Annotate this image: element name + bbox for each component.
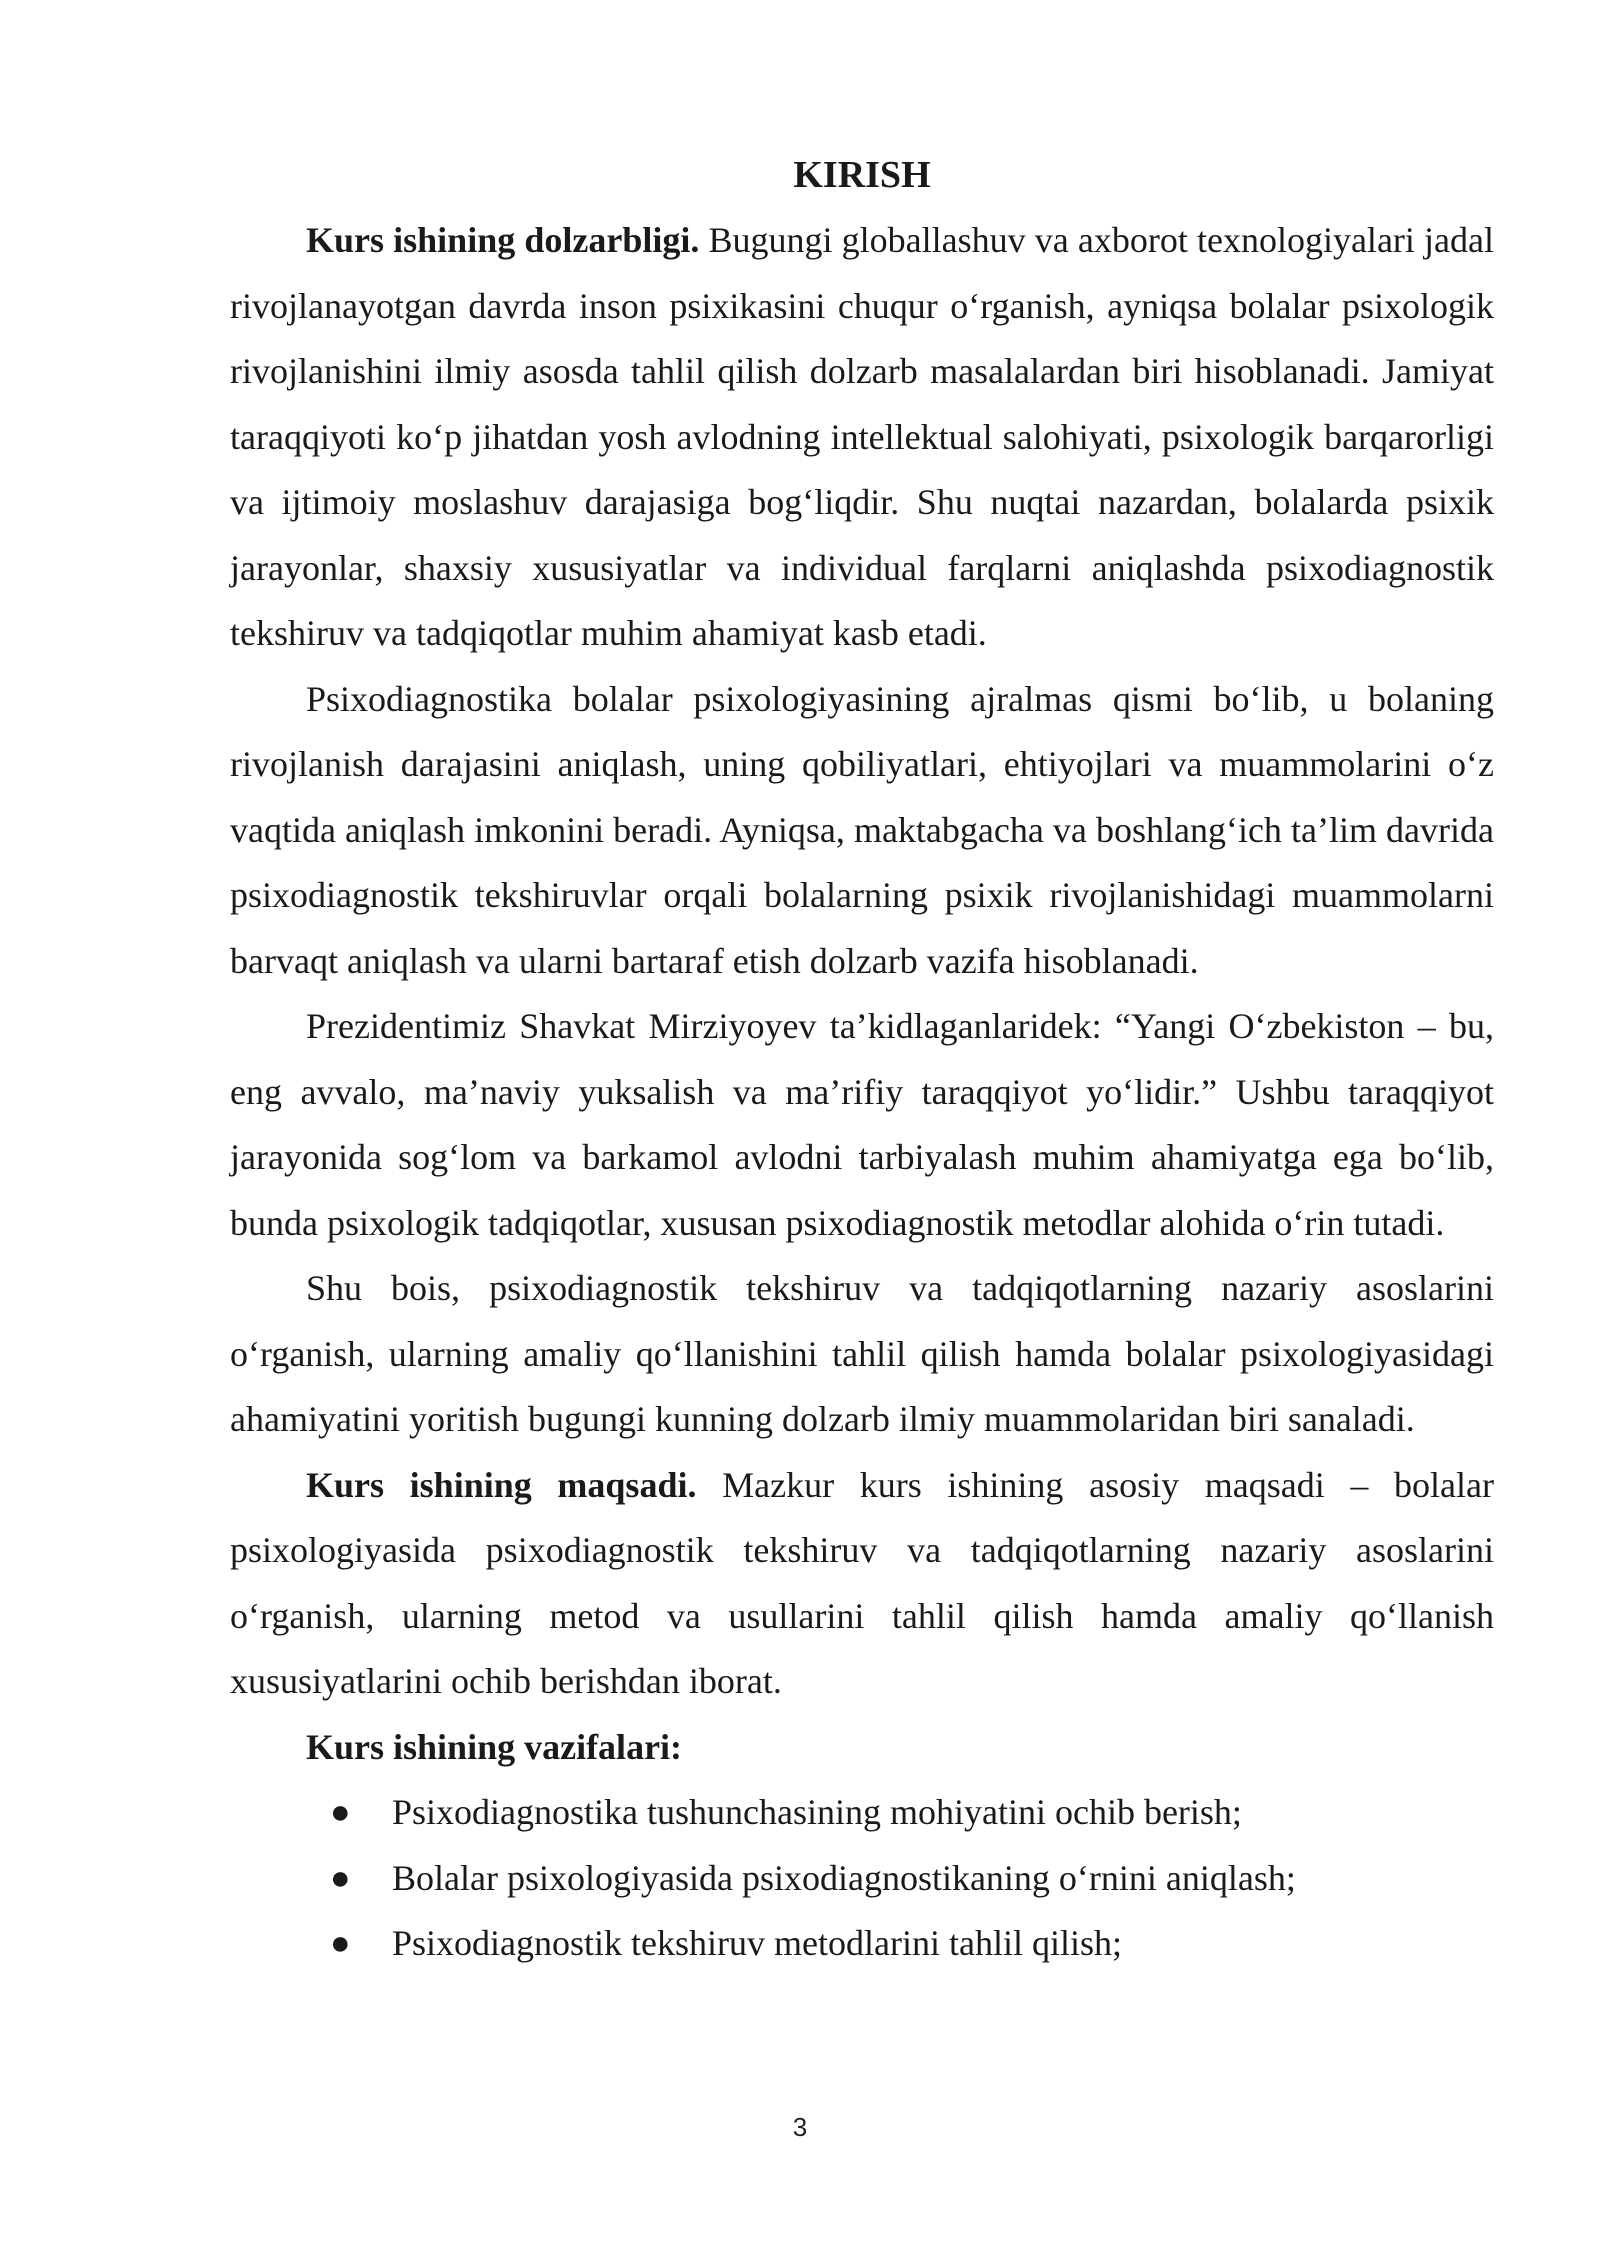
bullet-icon: ●	[330, 1859, 351, 1897]
document-page	[230, 150, 1494, 1977]
paragraph-text: Mazkur kurs ishining asosiy maqsadi – bolalar psixologiyasida psixodiagnostik tekshiruv va tadqiqotlarning nazariy asoslarini o‘rganish, ularning metod va usullarini tahlil qilish hamda amaliy qo‘llanish xususiyatlarini ochib berishdan iborat.	[230, 1464, 1494, 1701]
page-number: 3	[792, 2112, 808, 2142]
paragraph-president-quote	[230, 994, 1494, 1256]
paragraph-text: Prezidentimiz Shavkat Mirziyoyev ta’kidlaganlaridek: “Yangi O‘zbekiston – bu, eng avvalo, ma’naviy yuksalish va ma’rifiy taraqqiyot yo‘lidir.” Ushbu taraqqiyot jarayonida sog‘lom va barkamol avlodni tarbiyalash muhim ahamiyatga ega bo‘lib, bunda psixologik tadqiqotlar, xususan psixodiagnostik metodlar alohida o‘rin tutadi.	[230, 1006, 1494, 1243]
paragraph-text: Bugungi globallashuv va axborot texnologiyalari jadal rivojlanayotgan davrda inson psixikasini chuqur o‘rganish, ayniqsa bolalar psixologik rivojlanishini ilmiy asosda tahlil qilish dolzarb masalalardan biri hisoblanadi. Jamiyat taraqqiyoti ko‘p jihatdan yosh avlodning intellektual salohiyati, psixologik barqarorligi va ijtimoiy moslashuv darajasiga bog‘liqdir. Shu nuqtai nazardan, bolalarda psixik jarayonlar, shaxsiy xususiyatlar va individual farqlarni aniqlashda psixodiagnostik tekshiruv va tadqiqotlar muhim ahamiyat kasb etadi.	[230, 220, 1494, 653]
list-item	[330, 1846, 1494, 1912]
list-item-text: Psixodiagnostik tekshiruv metodlarini tahlil qilish;	[392, 1923, 1122, 1963]
paragraph-lead: Kurs ishining maqsadi.	[306, 1464, 697, 1505]
paragraph-lead: Kurs ishining dolzarbligi.	[306, 220, 700, 260]
section-title: KIRISH	[793, 154, 931, 196]
paragraph-conclusion	[230, 1256, 1494, 1453]
paragraph-relevance	[230, 208, 1494, 667]
list-item	[330, 1911, 1494, 1977]
paragraph-psychodiagnostics	[230, 667, 1494, 995]
paragraph-goal	[230, 1453, 1494, 1715]
paragraph-text: Shu bois, psixodiagnostik tekshiruv va tadqiqotlarning nazariy asoslarini o‘rganish, ularning amaliy qo‘llanishini tahlil qilish hamda bolalar psixologiyasidagi ahamiyatini yoritish bugungi kunning dolzarb ilmiy muammolaridan biri sanaladi.	[230, 1268, 1494, 1439]
list-item-text: Bolalar psixologiyasida psixodiagnostikaning o‘rnini aniqlash;	[392, 1857, 1296, 1898]
bullet-icon: ●	[330, 1925, 351, 1962]
list-item	[330, 1780, 1494, 1846]
tasks-list	[230, 1780, 1494, 1977]
bullet-icon: ●	[330, 1794, 351, 1831]
list-item-text: Psixodiagnostika tushunchasining mohiyatini ochib berish;	[392, 1792, 1242, 1832]
tasks-heading: Kurs ishining vazifalari:	[306, 1726, 683, 1767]
paragraph-text: Psixodiagnostika bolalar psixologiyasining ajralmas qismi bo‘lib, u bolaning rivojlanish darajasini aniqlash, uning qobiliyatlari, ehtiyojlari va muammolarini o‘z vaqtida aniqlash imkonini beradi. Ayniqsa, maktabgacha va boshlang‘ich ta’lim davrida psixodiagnostik tekshiruvlar orqali bolalarning psixik rivojlanishidagi muammolarni barvaqt aniqlash va ularni bartaraf etish dolzarb vazifa hisoblanadi.	[230, 678, 1494, 981]
